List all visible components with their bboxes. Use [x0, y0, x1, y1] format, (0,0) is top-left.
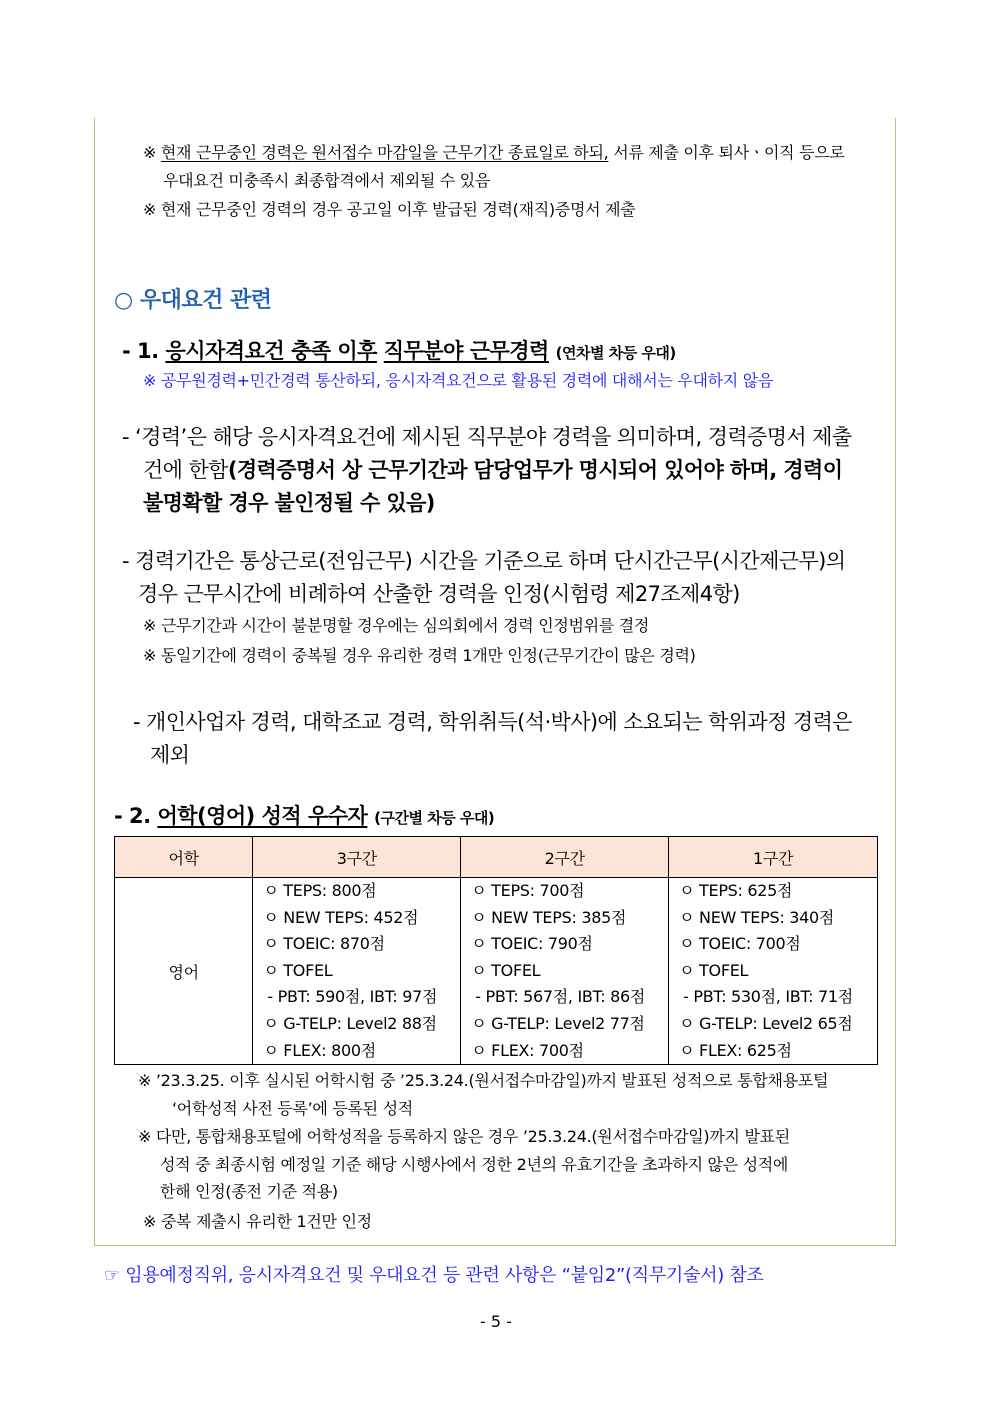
item1-sub-note: ※ 공무원경력+민간경력 통산하되, 응시자격요건으로 활용된 경력에 대해서는 우대하지 않음 [143, 371, 774, 390]
score-line: ㅇ NEW TEPS: 385점 [471, 907, 627, 927]
score-line: ㅇ TOFEL [263, 960, 333, 980]
score-line: ㅇ NEW TEPS: 452점 [263, 907, 419, 927]
bottom-note-1-cont: ‘어학성적 사전 등록’에 등록된 성적 [172, 1099, 413, 1118]
score-line: - PBT: 567점, IBT: 86점 [475, 987, 646, 1007]
bottom-note-1: ※ ’23.3.25. 이후 실시된 어학시험 중 ’25.3.24.(원서접수마감일)까지 발표된 성적으로 통합채용포털 [138, 1071, 829, 1090]
bottom-note-2-cont2: 한해 인정(종전 기준 적용) [160, 1182, 338, 1201]
bottom-note-2: ※ 다만, 통합채용포털에 어학성적을 등록하지 않은 경우 ’25.3.24.(원서접수마감일)까지 발표된 [138, 1127, 790, 1146]
score-line: ㅇ TOFEL [679, 960, 749, 980]
bottom-note-3: ※ 중복 제출시 유리한 1건만 인정 [143, 1212, 372, 1231]
score-line: ㅇ TEPS: 625점 [679, 881, 793, 900]
language-score-table [114, 836, 878, 1065]
item1-note: (연차별 차등 우대) [555, 344, 676, 362]
tier3-cell [253, 878, 461, 1065]
section-heading: ○ 우대요건 관련 [114, 288, 272, 313]
language-cell: 영어 [115, 878, 253, 1065]
tier2-cell [461, 878, 669, 1065]
score-line: ㅇ TEPS: 800점 [263, 881, 377, 900]
score-line: ㅇ TEPS: 700점 [471, 881, 585, 900]
score-line: ㅇ FLEX: 800점 [263, 1040, 376, 1060]
table-header-row [115, 837, 878, 878]
para1-line3: 불명확할 경우 불인정될 수 있음) [143, 491, 435, 515]
bottom-note-2-cont1: 성적 중 최종시험 예정일 기준 해당 시행사에서 정한 2년의 유효기간을 초과하지 않은 성적에 [160, 1155, 789, 1174]
tier1-cell [669, 878, 878, 1065]
score-line: - PBT: 590점, IBT: 97점 [267, 987, 438, 1007]
score-line: ㅇ TOFEL [471, 960, 541, 980]
header-tier2: 2구간 [461, 837, 669, 878]
para3-line1: - 개인사업자 경력, 대학조교 경력, 학위취득(석·박사)에 소요되는 학위과정 경력은 [133, 710, 852, 734]
para2-line2: 경우 근무시간에 비례하여 산출한 경력을 인정(시험령 제27조제4항) [138, 582, 740, 606]
para2-note1: ※ 근무기간과 시간이 불분명할 경우에는 심의회에서 경력 인정범위를 결정 [143, 616, 650, 635]
note-current-career: ※ 현재 근무중인 경력은 원서접수 마감일을 근무기간 종료일로 하되, 서류 제출 이후 퇴사ㆍ이직 등으로 [143, 143, 845, 162]
score-line: ㅇ TOEIC: 870점 [263, 934, 385, 954]
score-line: ㅇ TOEIC: 790점 [471, 934, 593, 954]
header-tier1: 1구간 [669, 837, 878, 878]
note-certificate: ※ 현재 근무중인 경력의 경우 공고일 이후 발급된 경력(재직)증명서 제출 [143, 200, 636, 219]
page-number: - 5 - [480, 1312, 512, 1331]
score-line: ㅇ TOEIC: 700점 [679, 934, 801, 954]
para1-line1: - ‘경력’은 해당 응시자격요건에 제시된 직무분야 경력을 의미하며, 경력증명서 제출 [122, 425, 852, 449]
header-language: 어학 [115, 837, 253, 878]
header-tier3: 3구간 [253, 837, 461, 878]
score-line: ㅇ NEW TEPS: 340점 [679, 907, 834, 927]
item2-note: (구간별 차등 우대) [374, 809, 495, 827]
item2-title: - 2. 어학(영어) 성적 우수자 (구간별 차등 우대) [114, 804, 495, 828]
score-line: ㅇ FLEX: 625점 [679, 1040, 792, 1060]
note-underlined-text: 현재 근무중인 경력은 원서접수 마감일을 근무기간 종료일로 하되, [160, 143, 609, 162]
score-line: ㅇ FLEX: 700점 [471, 1040, 584, 1060]
score-line: ㅇ G-TELP: Level2 65점 [679, 1013, 853, 1033]
score-line: ㅇ G-TELP: Level2 77점 [471, 1013, 645, 1033]
para2-line1: - 경력기간은 통상근로(전임근무) 시간을 기준으로 하며 단시간근무(시간제근무)의 [122, 549, 846, 573]
reference-note: ☞ 임용예정직위, 응시자격요건 및 우대요건 등 관련 사항은 “붙임2”(직무기술서) 참조 [104, 1265, 764, 1286]
score-line: ㅇ G-TELP: Level2 88점 [263, 1013, 437, 1033]
para3-line2: 제외 [150, 743, 190, 767]
table-row [115, 878, 878, 1065]
para1-line2: 건에 한함(경력증명서 상 근무기간과 담당업무가 명시되어 있어야 하며, 경력이 [143, 458, 843, 482]
para2-note2: ※ 동일기간에 경력이 중복될 경우 유리한 경력 1개만 인정(근무기간이 많은 경력) [143, 646, 696, 665]
note-continuation: 우대요건 미충족시 최종합격에서 제외될 수 있음 [163, 171, 491, 190]
score-line: - PBT: 530점, IBT: 71점 [683, 987, 853, 1007]
item1-title: - 1. 응시자격요건 충족 이후 직무분야 근무경력 (연차별 차등 우대) [122, 339, 676, 363]
